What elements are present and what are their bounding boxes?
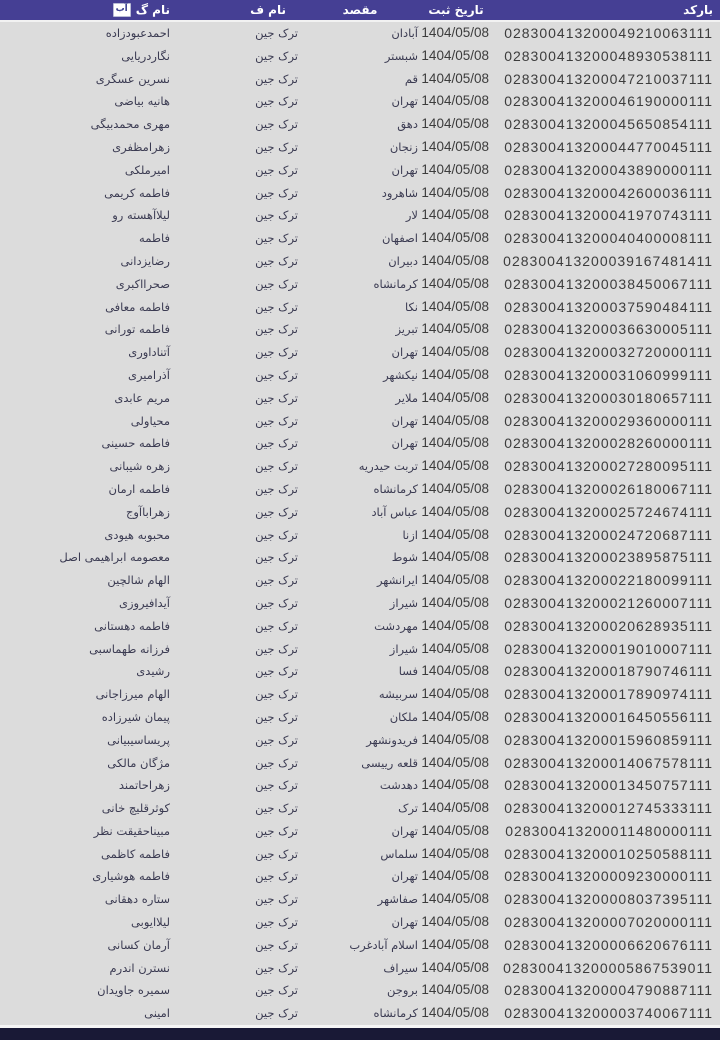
destination-cell: کرمانشاه [373,1006,418,1021]
table-row[interactable] [0,227,720,250]
register-date-cell: 1404/05/08 [421,184,489,200]
name-f-cell: ترک جین [255,185,298,200]
destination-cell: تهران [391,436,418,451]
name-g-cell: مبیناحقیقت نظر [93,823,170,838]
name-f-cell: ترک جین [255,618,298,633]
table-row[interactable] [0,546,720,569]
destination-cell: سربیشه [378,687,418,702]
name-g-cell: ستاره دهقانی [104,892,170,907]
name-g-cell: صحرااکبری [115,276,170,291]
name-f-cell: ترک جین [255,960,298,975]
destination-cell: شیراز [389,641,418,656]
name-f-cell: ترک جین [255,367,298,382]
table-row[interactable] [0,387,720,410]
register-date-cell: 1404/05/08 [421,526,489,542]
name-f-cell: ترک جین [255,755,298,770]
destination-cell: ایرانشهر [376,573,418,588]
name-g-cell: فاطمه دهستانی [94,618,170,633]
barcode-cell: 028300413200027280095111 [504,458,713,475]
name-g-cell: فرزانه طهماسبی [89,641,170,656]
table-row[interactable] [0,432,720,455]
name-g-cell: مریم عابدی [114,390,170,405]
table-row[interactable] [0,136,720,159]
table-row[interactable] [0,934,720,957]
table-row[interactable] [0,250,720,273]
register-date-cell: 1404/05/08 [421,731,489,747]
name-f-cell: ترک جین [255,208,298,223]
table-row[interactable] [0,569,720,592]
barcode-cell: 028300413200018790746111 [504,663,713,680]
name-g-cell: مژگان مالکی [107,755,170,770]
destination-cell: کرمانشاه [373,276,418,291]
register-date-cell: 1404/05/08 [421,822,489,838]
column-header-name-f[interactable]: نام ف [250,3,286,17]
table-row[interactable] [0,501,720,524]
destination-cell: تهران [391,869,418,884]
barcode-cell: 028300413200017890974111 [504,686,713,703]
barcode-cell: 028300413200038450067111 [504,275,713,292]
destination-cell: نکا [404,299,418,314]
table-row[interactable] [0,478,720,501]
name-g-cell: رشیدی [136,664,170,679]
destination-cell: اصفهان [381,231,418,246]
register-date-cell: 1404/05/08 [421,936,489,952]
name-g-cell: مهری محمدبیگی [90,117,170,132]
name-g-cell: آتناداوری [128,345,170,360]
destination-cell: شاهرود [381,185,418,200]
destination-cell: کرمانشاه [373,481,418,496]
table-row[interactable] [0,68,720,91]
table-row[interactable] [0,318,720,341]
name-g-cell: زهره شیبانی [109,459,170,474]
barcode-cell: 028300413200014067578111 [504,754,713,771]
table-row[interactable] [0,752,720,775]
table-row[interactable] [0,341,720,364]
name-g-cell: پیمان شیرزاده [101,709,170,724]
register-date-cell: 1404/05/08 [421,480,489,496]
name-g-cell: معصومه ابراهیمی اصل [59,550,170,565]
table-row[interactable] [0,615,720,638]
name-f-cell: ترک جین [255,869,298,884]
destination-cell: فریدونشهر [366,732,418,747]
name-g-cell: کوثرقلیچ خانی [101,801,170,816]
barcode-cell: 028300413200003740067111 [504,1005,713,1022]
destination-cell: زنجان [389,139,418,154]
name-g-cell: فاطمه تورانی [104,322,170,337]
table-header [0,0,720,22]
destination-cell: بروجن [387,983,418,998]
table-row[interactable] [0,729,720,752]
barcode-cell: 028300413200044770045111 [504,138,713,155]
destination-cell: تهران [391,345,418,360]
register-date-cell: 1404/05/08 [421,230,489,246]
barcode-cell: 028300413200020628935111 [504,617,713,634]
register-date-cell: 1404/05/08 [421,708,489,724]
name-f-cell: ترک جین [255,527,298,542]
name-g-cell: رضایزدانی [120,253,170,268]
destination-cell: دهدشت [379,778,418,793]
name-f-cell: ترک جین [255,504,298,519]
table-row[interactable] [0,820,720,843]
register-date-cell: 1404/05/08 [421,138,489,154]
name-g-cell: فاطمه کاظمی [101,846,170,861]
name-f-cell: ترک جین [255,481,298,496]
destination-cell: مهردشت [374,618,418,633]
table-row[interactable] [0,296,720,319]
destination-cell: دهق [397,117,418,132]
register-date-cell: 1404/05/08 [421,777,489,793]
table-row[interactable] [0,1002,720,1025]
barcode-cell: 028300413200031060999111 [504,366,713,383]
name-f-cell: ترک جین [255,71,298,86]
barcode-cell: 028300413200024720687111 [504,526,713,543]
table-body [0,22,720,1025]
barcode-cell: 028300413200030180657111 [504,389,713,406]
register-date-cell: 1404/05/08 [421,252,489,268]
destination-cell: لار [405,208,418,223]
name-g-cell: امینی [144,1006,170,1021]
name-f-cell: ترک جین [255,846,298,861]
name-g-cell: هانیه بیاضی [114,94,170,109]
table-row[interactable] [0,797,720,820]
table-row[interactable] [0,45,720,68]
column-header-name-g-label: نام گ [135,3,170,17]
name-f-cell: ترک جین [255,459,298,474]
table-row[interactable] [0,774,720,797]
register-date-cell: 1404/05/08 [421,161,489,177]
register-date-cell: 1404/05/08 [421,868,489,884]
barcode-cell: 028300413200042600036111 [504,184,713,201]
register-date-cell: 1404/05/08 [421,754,489,770]
destination-cell: شبستر [384,48,418,63]
name-f-cell: ترک جین [255,687,298,702]
name-f-cell: ترک جین [255,231,298,246]
name-g-cell: لیلاآهسته رو [112,208,170,223]
name-g-cell: نسترن اندرم [109,960,170,975]
name-f-cell: ترک جین [255,162,298,177]
register-date-cell: 1404/05/08 [421,93,489,109]
table-row[interactable] [0,957,720,980]
barcode-cell: 028300413200016450556111 [504,708,713,725]
column-header-register-date[interactable]: تاریخ ثبت [428,3,484,17]
name-g-cell: فاطمه [139,231,170,246]
register-date-cell: 1404/05/08 [421,435,489,451]
name-g-cell: آذرامیری [127,367,170,382]
barcode-cell: 028300413200046190000111 [504,93,713,110]
column-header-destination[interactable]: مقصد [342,3,378,17]
register-date-cell: 1404/05/08 [421,412,489,428]
barcode-cell: 028300413200036630005111 [504,321,713,338]
register-date-cell: 1404/05/08 [421,25,489,40]
destination-cell: سلماس [380,846,418,861]
table-row[interactable] [0,113,720,136]
table-row[interactable] [0,182,720,205]
name-g-cell: الهام شالچین [107,573,170,588]
name-f-cell: ترک جین [255,664,298,679]
table-row[interactable] [0,843,720,866]
destination-cell: شیراز [389,595,418,610]
barcode-cell: 028300413200015960859111 [504,731,713,748]
register-date-cell: 1404/05/08 [421,982,489,998]
bottom-bar [0,1028,720,1040]
register-date-cell: 1404/05/08 [421,663,489,679]
destination-cell: تهران [391,413,418,428]
register-date-cell: 1404/05/08 [421,594,489,610]
name-f-cell: ترک جین [255,253,298,268]
destination-cell: نیکشهر [383,367,418,382]
destination-cell: آبادان [391,26,418,40]
barcode-cell: 028300413200040400008111 [504,230,713,247]
name-g-cell: الهام میرزاجانی [95,687,170,702]
table-row[interactable] [0,865,720,888]
name-g-cell: محبوبه هیودی [104,527,170,542]
name-g-cell: آیدافیروزی [118,595,170,610]
barcode-cell: 028300413200039167481411 [503,252,713,269]
name-f-cell: ترک جین [255,26,298,40]
register-date-cell: 1404/05/08 [421,686,489,702]
name-g-cell: زهراباآوج [125,504,170,519]
register-date-cell: 1404/05/08 [421,458,489,474]
register-date-cell: 1404/05/08 [421,70,489,86]
name-g-cell: نسرین عسگری [95,71,170,86]
barcode-cell: 028300413200005867539011 [503,959,713,976]
table-row[interactable] [0,660,720,683]
register-date-cell: 1404/05/08 [421,47,489,63]
table-row[interactable] [0,524,720,547]
register-date-cell: 1404/05/08 [421,207,489,223]
name-f-cell: ترک جین [255,94,298,109]
register-date-cell: 1404/05/08 [421,275,489,291]
table-row[interactable] [0,273,720,296]
register-date-cell: 1404/05/08 [421,572,489,588]
register-date-cell: 1404/05/08 [421,845,489,861]
table-row[interactable] [0,90,720,113]
name-f-cell: ترک جین [255,915,298,930]
register-date-cell: 1404/05/08 [421,617,489,633]
barcode-cell: 028300413200045650854111 [504,116,713,133]
register-date-cell: 1404/05/08 [421,116,489,132]
register-date-cell: 1404/05/08 [421,298,489,314]
name-g-cell: آرمان کسانی [107,937,170,952]
column-header-barcode[interactable]: بارکد [683,3,713,17]
name-g-cell: فاطمه ارمان [108,481,170,496]
barcode-cell: 028300413200026180067111 [504,480,713,497]
destination-cell: صفاشهر [377,892,418,907]
destination-cell: ازنا [402,527,418,542]
table-row[interactable] [0,911,720,934]
name-f-cell: ترک جین [255,937,298,952]
register-date-cell: 1404/05/08 [421,549,489,565]
destination-cell: تربت حیدریه [358,459,418,474]
name-f-cell: ترک جین [255,345,298,360]
register-date-cell: 1404/05/08 [421,891,489,907]
table-row[interactable] [0,888,720,911]
barcode-cell: 028300413200023895875111 [504,549,713,566]
register-date-cell: 1404/05/08 [421,959,489,975]
name-f-cell: ترک جین [255,413,298,428]
barcode-cell: 028300413200013450757111 [504,777,713,794]
destination-cell: اسلام آبادغرب [349,937,418,952]
name-f-cell: ترک جین [255,573,298,588]
destination-cell: تبریز [395,322,418,337]
barcode-cell: 028300413200019010007111 [504,640,713,657]
register-date-cell: 1404/05/08 [421,321,489,337]
table-row[interactable] [0,683,720,706]
name-f-cell: ترک جین [255,1006,298,1021]
barcode-cell: 028300413200043890000111 [504,161,713,178]
name-f-cell: ترک جین [255,732,298,747]
name-g-cell: پریساسیبیانی [107,732,170,747]
barcode-cell: 028300413200009230000111 [504,868,713,885]
name-g-cell: نگاردریایی [121,48,170,63]
destination-cell: ملکان [389,709,418,724]
destination-cell: ملایر [395,390,418,405]
alphabetical-sort-icon[interactable]: آب [113,3,131,17]
barcode-cell: 028300413200022180099111 [504,572,713,589]
barcode-cell: 028300413200004790887111 [504,982,713,999]
name-f-cell: ترک جین [255,550,298,565]
register-date-cell: 1404/05/08 [421,800,489,816]
name-g-cell: فاطمه معافی [105,299,170,314]
barcode-cell: 028300413200029360000111 [504,412,713,429]
barcode-cell: 028300413200047210037111 [504,70,713,87]
barcode-cell: 028300413200012745333111 [504,800,713,817]
name-g-cell: محیاولی [130,413,170,428]
destination-cell: سیراف [383,960,418,975]
barcode-cell: 028300413200008037395111 [504,891,713,908]
name-f-cell: ترک جین [255,117,298,132]
name-g-cell: امیرملکی [124,162,170,177]
name-f-cell: ترک جین [255,778,298,793]
destination-cell: عباس آباد [371,504,418,519]
destination-cell: شوط [391,550,418,565]
name-f-cell: ترک جین [255,299,298,314]
register-date-cell: 1404/05/08 [421,1005,489,1021]
table-row[interactable] [0,592,720,615]
barcode-cell: 028300413200048930538111 [504,47,713,64]
name-f-cell: ترک جین [255,641,298,656]
name-f-cell: ترک جین [255,823,298,838]
register-date-cell: 1404/05/08 [421,366,489,382]
name-f-cell: ترک جین [255,276,298,291]
name-g-cell: فاطمه هوشیاری [92,869,170,884]
table-row[interactable] [0,204,720,227]
name-g-cell: فاطمه کریمی [104,185,170,200]
table-row[interactable] [0,159,720,182]
barcode-cell: 028300413200037590484111 [504,298,713,315]
barcode-cell: 028300413200007020000111 [504,914,713,931]
barcode-cell: 028300413200010250588111 [504,845,713,862]
barcode-cell: 028300413200032720000111 [504,344,713,361]
name-f-cell: ترک جین [255,436,298,451]
barcode-cell: 028300413200006620676111 [504,936,713,953]
destination-cell: قلعه رییسی [361,755,418,770]
barcode-cell: 028300413200041970743111 [504,207,713,224]
name-f-cell: ترک جین [255,322,298,337]
name-f-cell: ترک جین [255,139,298,154]
table-row[interactable] [0,364,720,387]
name-g-cell: فاطمه حسینی [101,436,170,451]
barcode-cell: 028300413200028260000111 [504,435,713,452]
name-f-cell: ترک جین [255,390,298,405]
register-date-cell: 1404/05/08 [421,389,489,405]
destination-cell: تهران [391,94,418,109]
table-row[interactable] [0,638,720,661]
register-date-cell: 1404/05/08 [421,640,489,656]
name-f-cell: ترک جین [255,801,298,816]
barcode-cell: 028300413200025724674111 [504,503,713,520]
barcode-cell: 028300413200021260007111 [504,594,713,611]
destination-cell: فسا [398,664,418,679]
register-date-cell: 1404/05/08 [421,914,489,930]
destination-cell: دبیران [388,253,418,268]
barcode-cell: 028300413200049210063111 [504,25,713,41]
barcode-cell: 028300413200011480000111 [505,822,713,839]
table-row[interactable] [0,455,720,478]
destination-cell: ترک [398,801,418,816]
name-f-cell: ترک جین [255,595,298,610]
name-g-cell: لیلاایوبی [131,915,170,930]
table-row[interactable] [0,22,720,45]
name-f-cell: ترک جین [255,983,298,998]
table-row[interactable] [0,410,720,433]
destination-cell: تهران [391,823,418,838]
name-f-cell: ترک جین [255,48,298,63]
name-g-cell: زهرامظفری [112,139,170,154]
name-f-cell: ترک جین [255,709,298,724]
destination-cell: تهران [391,162,418,177]
register-date-cell: 1404/05/08 [421,344,489,360]
register-date-cell: 1404/05/08 [421,503,489,519]
name-f-cell: ترک جین [255,892,298,907]
name-g-cell: احمدعبودزاده [105,26,170,40]
name-g-cell: زهراحاتمند [118,778,170,793]
destination-cell: قم [404,71,418,86]
table-row[interactable] [0,979,720,1002]
table-row[interactable] [0,706,720,729]
name-g-cell: سمیره جاویدان [97,983,170,998]
column-header-name-g[interactable] [0,0,200,20]
destination-cell: تهران [391,915,418,930]
